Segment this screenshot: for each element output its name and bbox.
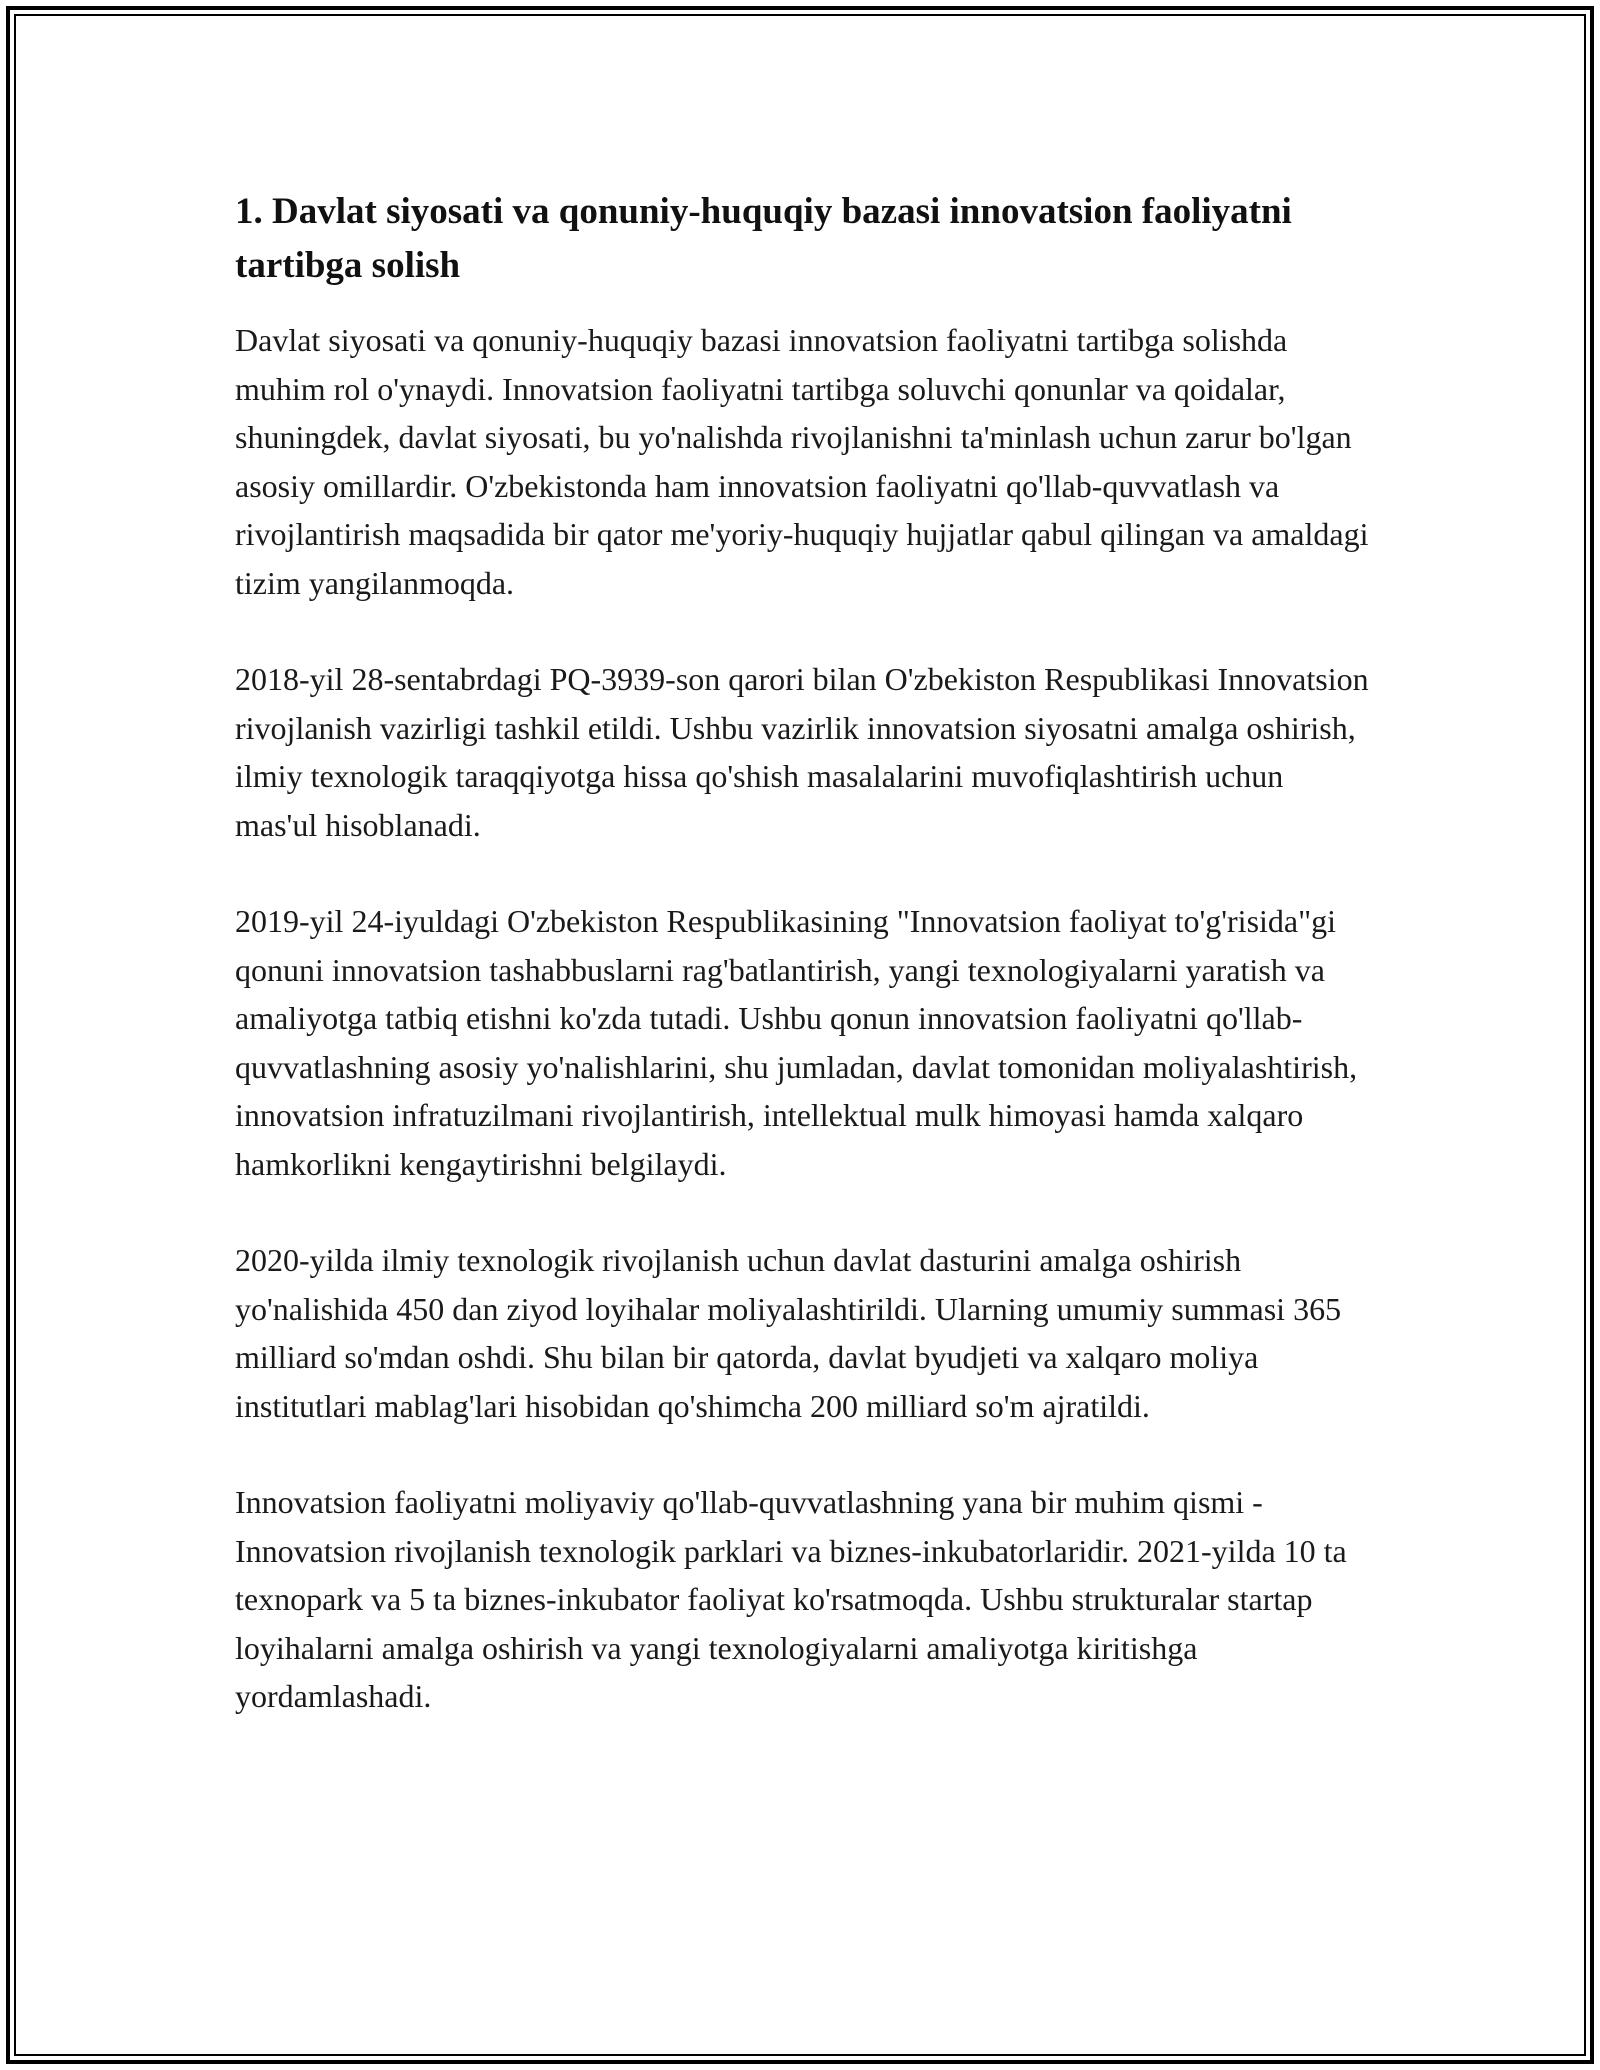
paragraph: 2020-yilda ilmiy texnologik rivojlanish uchun davlat dasturini amalga oshirish yo'nalishida 450 dan ziyod loyihalar moliyalashtirildi. Ularning umumiy summasi 365 milliard so'mdan oshdi. Shu bilan bir qatorda, davlat byudjeti va xalqaro moliya institutlari mablag'lari hisobidan qo'shimcha 200 milliard so'm ajratildi. (235, 1242, 1342, 1424)
section-heading: 1. Davlat siyosati va qonuniy-huquqiy bazasi innovatsion faoliyatni tartibga solish (235, 191, 1292, 286)
paragraph: Innovatsion faoliyatni moliyaviy qo'llab-quvvatlashning yana bir muhim qismi - Innovatsion rivojlanish texnologik parklari va biznes-inkubatorlaridir. 2021-yilda 10 ta texnopark va 5 ta biznes-inkubator faoliyat ko'rsatmoqda. Ushbu strukturalar startap loyihalarni amalga oshirish va yangi texnologiyalarni amaliyotga kiritishga yordamlashadi. (235, 1484, 1347, 1714)
paragraph: 2018-yil 28-sentabrdagi PQ-3939-son qarori bilan O'zbekiston Respublikasi Innovatsion rivojlanish vazirligi tashkil etildi. Ushbu vazirlik innovatsion siyosatni amalga oshirish, ilmiy texnologik taraqqiyotga hissa qo'shish masalalarini muvofiqlashtirish uchun mas'ul hisoblanadi. (235, 661, 1369, 843)
paragraph: Davlat siyosati va qonuniy-huquqiy bazasi innovatsion faoliyatni tartibga solishda muhim rol o'ynaydi. Innovatsion faoliyatni tartibga soluvchi qonunlar va qoidalar, shuningdek, davlat siyosati, bu yo'nalishda rivojlanishni ta'minlash uchun zarur bo'lgan asosiy omillardir. O'zbekistonda ham innovatsion faoliyatni qo'llab-quvvatlash va rivojlantirish maqsadida bir qator me'yoriy-huquqiy hujjatlar qabul qilingan va amaldagi tizim yangilanmoqda. (235, 322, 1369, 601)
document-body (235, 185, 1370, 1769)
paragraph: 2019-yil 24-iyuldagi O'zbekiston Respublikasining "Innovatsion faoliyat to'g'risida"gi qonuni innovatsion tashabbuslarni rag'batlantirish, yangi texnologiyalarni yaratish va amaliyotga tatbiq etishni ko'zda tutadi. Ushbu qonun innovatsion faoliyatni qo'llab-quvvatlashning asosiy yo'nalishlarini, shu jumladan, davlat tomonidan moliyalashtirish, innovatsion infratuzilmani rivojlantirish, intellektual mulk himoyasi hamda xalqaro hamkorlikni kengaytirishni belgilaydi. (235, 903, 1358, 1182)
